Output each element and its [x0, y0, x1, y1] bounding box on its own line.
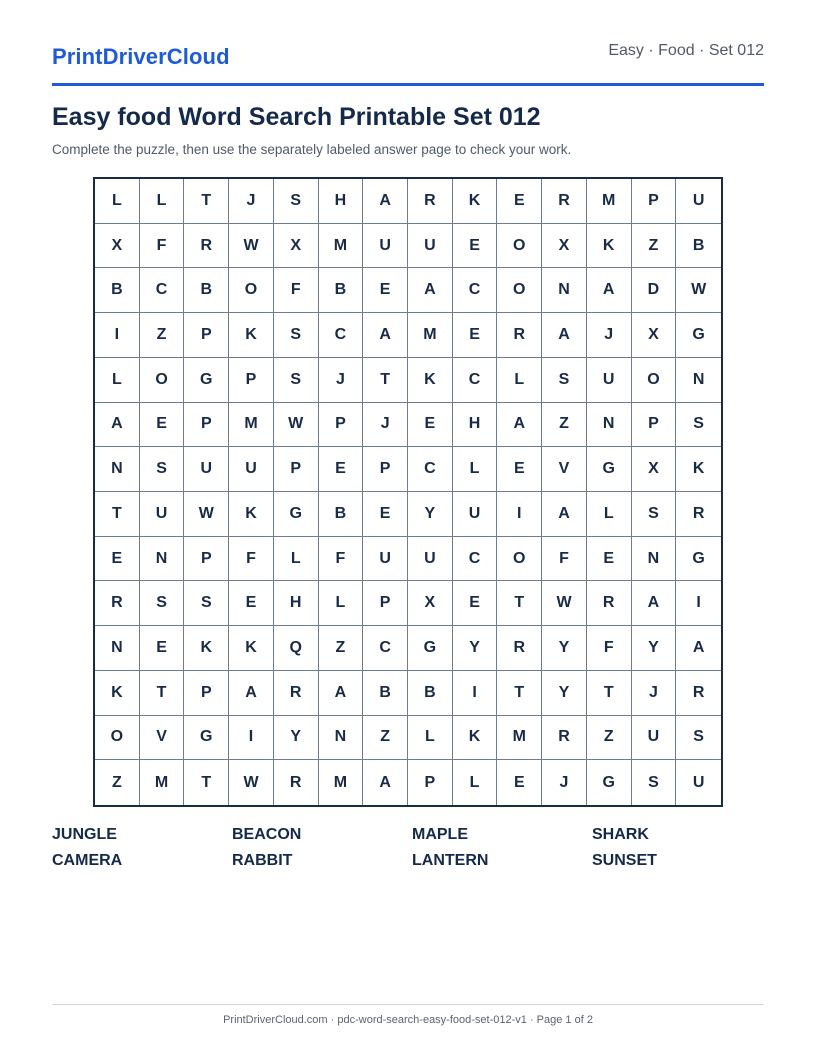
grid-cell: K: [95, 671, 140, 716]
grid-cell: O: [497, 224, 542, 269]
word-list-item: LANTERN: [412, 852, 489, 869]
grid-cell: C: [140, 268, 185, 313]
word-list-item: SHARK: [592, 826, 649, 843]
grid-cell: G: [587, 447, 632, 492]
grid-cell: P: [274, 447, 319, 492]
grid-cell: Z: [95, 760, 140, 805]
grid-cell: O: [140, 358, 185, 403]
grid-cell: U: [140, 492, 185, 537]
grid-cell: A: [497, 403, 542, 448]
grid-cell: J: [587, 313, 632, 358]
grid-cell: X: [95, 224, 140, 269]
grid-cell: M: [229, 403, 274, 448]
grid-cell: U: [363, 537, 408, 582]
grid-cell: N: [95, 447, 140, 492]
grid-cell: A: [363, 313, 408, 358]
page-footer: PrintDriverCloud.com · pdc-word-search-easy-food-set-012-v1 · Page 1 of 2: [223, 1014, 593, 1026]
grid-cell: U: [363, 224, 408, 269]
grid-cell: Y: [274, 716, 319, 761]
grid-cell: M: [319, 760, 364, 805]
grid-cell: K: [229, 626, 274, 671]
grid-cell: O: [497, 268, 542, 313]
grid-cell: L: [95, 358, 140, 403]
grid-cell: C: [453, 358, 498, 403]
grid-cell: M: [587, 179, 632, 224]
grid-cell: I: [453, 671, 498, 716]
word-list-item: MAPLE: [412, 826, 468, 843]
grid-cell: P: [184, 537, 229, 582]
grid-cell: Q: [274, 626, 319, 671]
grid-cell: Y: [542, 626, 587, 671]
grid-cell: U: [676, 179, 721, 224]
grid-cell: R: [497, 313, 542, 358]
grid-cell: T: [184, 179, 229, 224]
grid-cell: K: [453, 716, 498, 761]
grid-cell: R: [184, 224, 229, 269]
grid-cell: P: [184, 671, 229, 716]
grid-cell: U: [692, 773, 705, 791]
grid-cell: D: [632, 268, 677, 313]
grid-cell: G: [587, 760, 632, 805]
grid-cell: F: [319, 537, 364, 582]
grid-cell: S: [274, 179, 319, 224]
grid-cell: R: [676, 492, 721, 537]
grid-cell: G: [274, 492, 319, 537]
grid-cell: A: [229, 671, 274, 716]
grid-cell: Z: [542, 403, 587, 448]
page-subtitle: Complete the puzzle, then use the separately labeled answer page to check your work.: [52, 142, 572, 157]
grid-cell: E: [497, 179, 542, 224]
grid-cell: B: [363, 671, 408, 716]
grid-cell: S: [274, 358, 319, 403]
grid-cell: E: [319, 447, 364, 492]
grid-cell: P: [408, 760, 453, 805]
grid-cell: S: [632, 760, 677, 805]
grid-cell: N: [587, 403, 632, 448]
grid-cell: Y: [542, 671, 587, 716]
grid-cell: J: [363, 403, 408, 448]
grid-cell: R: [676, 671, 721, 716]
grid-cell: A: [363, 179, 408, 224]
grid-cell: I: [95, 313, 140, 358]
breadcrumb: Easy · Food · Set 012: [608, 42, 764, 59]
grid-cell: E: [229, 581, 274, 626]
grid-cell: E: [587, 537, 632, 582]
grid-cell: A: [95, 403, 140, 448]
grid-cell: B: [408, 671, 453, 716]
grid-cell: A: [319, 671, 364, 716]
grid-cell: W: [229, 760, 274, 805]
grid-cell: Z: [632, 224, 677, 269]
grid-cell: H: [319, 179, 364, 224]
grid-cell: P: [184, 403, 229, 448]
grid-cell: L: [453, 760, 498, 805]
grid-cell: F: [274, 268, 319, 313]
grid-cell: S: [632, 492, 677, 537]
grid-cell: X: [274, 224, 319, 269]
grid-cell: P: [229, 358, 274, 403]
grid-cell: L: [497, 358, 542, 403]
grid-cell: P: [363, 581, 408, 626]
grid-cell: K: [408, 358, 453, 403]
word-list-item: BEACON: [232, 826, 302, 843]
grid-cell: M: [408, 313, 453, 358]
grid-cell: C: [319, 313, 364, 358]
grid-cell: V: [140, 716, 185, 761]
grid-cell: J: [229, 179, 274, 224]
grid-cell: R: [274, 760, 319, 805]
grid-cell: P: [363, 447, 408, 492]
grid-cell: P: [319, 403, 364, 448]
grid-cell: B: [184, 268, 229, 313]
grid-cell: Y: [453, 626, 498, 671]
grid-cell: T: [497, 581, 542, 626]
grid-cell: W: [274, 403, 319, 448]
grid-cell: K: [229, 313, 274, 358]
footer-divider: [52, 1004, 764, 1005]
grid-cell: C: [408, 447, 453, 492]
grid-cell: E: [95, 537, 140, 582]
grid-cell: X: [408, 581, 453, 626]
grid-cell: N: [632, 537, 677, 582]
word-list-item: SUNSET: [592, 852, 657, 869]
grid-cell: B: [676, 224, 721, 269]
grid-cell: I: [229, 716, 274, 761]
grid-cell: E: [497, 760, 542, 805]
grid-cell: Z: [363, 716, 408, 761]
grid-cell: X: [632, 447, 677, 492]
grid-cell: W: [184, 492, 229, 537]
grid-cell: E: [140, 403, 185, 448]
grid-cell: K: [676, 447, 721, 492]
word-list-item: JUNGLE: [52, 826, 117, 843]
grid-cell: N: [95, 626, 140, 671]
grid-cell: S: [676, 716, 721, 761]
grid-cell: R: [587, 581, 632, 626]
grid-cell: A: [542, 313, 587, 358]
grid-cell: Z: [587, 716, 632, 761]
grid-cell: L: [274, 537, 319, 582]
grid-cell: G: [184, 716, 229, 761]
grid-cell: M: [140, 760, 185, 805]
grid-cell: V: [542, 447, 587, 492]
grid-cell: A: [542, 492, 587, 537]
grid-cell: N: [140, 537, 185, 582]
grid-cell: S: [184, 581, 229, 626]
grid-cell: U: [408, 537, 453, 582]
grid-cell: T: [140, 671, 185, 716]
grid-cell: K: [453, 179, 498, 224]
grid-cell: B: [95, 268, 140, 313]
grid-cell: T: [184, 760, 229, 805]
grid-cell: R: [95, 581, 140, 626]
grid-cell: T: [95, 492, 140, 537]
grid-cell: R: [274, 671, 319, 716]
grid-cell: C: [453, 268, 498, 313]
grid-cell: S: [542, 358, 587, 403]
grid-cell: A: [408, 268, 453, 313]
grid-cell: E: [453, 313, 498, 358]
grid-cell: G: [184, 358, 229, 403]
grid-cell: Y: [408, 492, 453, 537]
grid-cell: X: [632, 313, 677, 358]
grid-cell: I: [497, 492, 542, 537]
page-header: [52, 38, 764, 86]
grid-cell: A: [676, 626, 721, 671]
grid-cell: O: [229, 268, 274, 313]
grid-cell: R: [542, 716, 587, 761]
grid-cell: N: [542, 268, 587, 313]
grid-cell: S: [676, 403, 721, 448]
grid-cell: B: [319, 268, 364, 313]
page-title: Easy food Word Search Printable Set 012: [52, 103, 541, 131]
grid-cell: Z: [319, 626, 364, 671]
grid-cell: A: [363, 760, 408, 805]
grid-cell: S: [140, 447, 185, 492]
grid-cell: U: [408, 224, 453, 269]
grid-cell: T: [587, 671, 632, 716]
grid-cell: F: [542, 537, 587, 582]
grid-cell: G: [676, 313, 721, 358]
grid-cell: W: [229, 224, 274, 269]
grid-cell: Z: [140, 313, 185, 358]
word-list-item: CAMERA: [52, 852, 123, 869]
grid-cell: W: [676, 268, 721, 313]
grid-cell: H: [453, 403, 498, 448]
grid-cell: X: [542, 224, 587, 269]
grid-cell: P: [184, 313, 229, 358]
grid-cell: M: [497, 716, 542, 761]
grid-cell: E: [497, 447, 542, 492]
grid-cell: F: [140, 224, 185, 269]
grid-cell: Y: [632, 626, 677, 671]
grid-cell: G: [408, 626, 453, 671]
grid-cell: E: [453, 224, 498, 269]
brand-logo[interactable]: PrintDriverCloud: [52, 44, 230, 69]
grid-cell: C: [453, 537, 498, 582]
word-list: [52, 826, 764, 870]
grid-cell: L: [587, 492, 632, 537]
grid-cell: P: [632, 403, 677, 448]
grid-cell: U: [632, 716, 677, 761]
grid-cell: K: [587, 224, 632, 269]
grid-cell: O: [632, 358, 677, 403]
grid-cell: L: [408, 716, 453, 761]
grid-cell: P: [632, 179, 677, 224]
grid-cell: L: [453, 447, 498, 492]
grid-cell: T: [363, 358, 408, 403]
grid-cell: L: [95, 179, 140, 224]
grid-cell: E: [408, 403, 453, 448]
grid-cell: E: [363, 268, 408, 313]
word-search-grid: [93, 177, 723, 807]
grid-cell: L: [140, 179, 185, 224]
grid-cell: K: [184, 626, 229, 671]
grid-cell: G: [676, 537, 721, 582]
grid-cell: U: [587, 358, 632, 403]
grid-cell: M: [319, 224, 364, 269]
grid-cell: S: [274, 313, 319, 358]
grid-cell: E: [363, 492, 408, 537]
grid-cell: J: [542, 760, 587, 805]
grid-cell: J: [632, 671, 677, 716]
grid-cell: N: [319, 716, 364, 761]
grid-cell: O: [497, 537, 542, 582]
grid-cell: A: [587, 268, 632, 313]
grid-cell: B: [319, 492, 364, 537]
grid-cell: U: [453, 492, 498, 537]
grid-cell: J: [319, 358, 364, 403]
grid-cell: H: [274, 581, 319, 626]
grid-cell: E: [140, 626, 185, 671]
grid-cell: A: [632, 581, 677, 626]
grid-cell: F: [229, 537, 274, 582]
grid-cell: C: [363, 626, 408, 671]
grid-cell: R: [497, 626, 542, 671]
grid-cell: U: [229, 447, 274, 492]
grid-cell: K: [229, 492, 274, 537]
grid-cell: I: [676, 581, 721, 626]
word-list-item: RABBIT: [232, 852, 293, 869]
grid-cell: W: [542, 581, 587, 626]
grid-cell: L: [319, 581, 364, 626]
grid-cell: S: [140, 581, 185, 626]
grid-cell: E: [453, 581, 498, 626]
grid-cell: F: [587, 626, 632, 671]
grid-cell: N: [676, 358, 721, 403]
grid-cell: R: [542, 179, 587, 224]
grid-cell: R: [408, 179, 453, 224]
grid-cell: T: [497, 671, 542, 716]
grid-cell: U: [184, 447, 229, 492]
grid-cell: O: [95, 716, 140, 761]
